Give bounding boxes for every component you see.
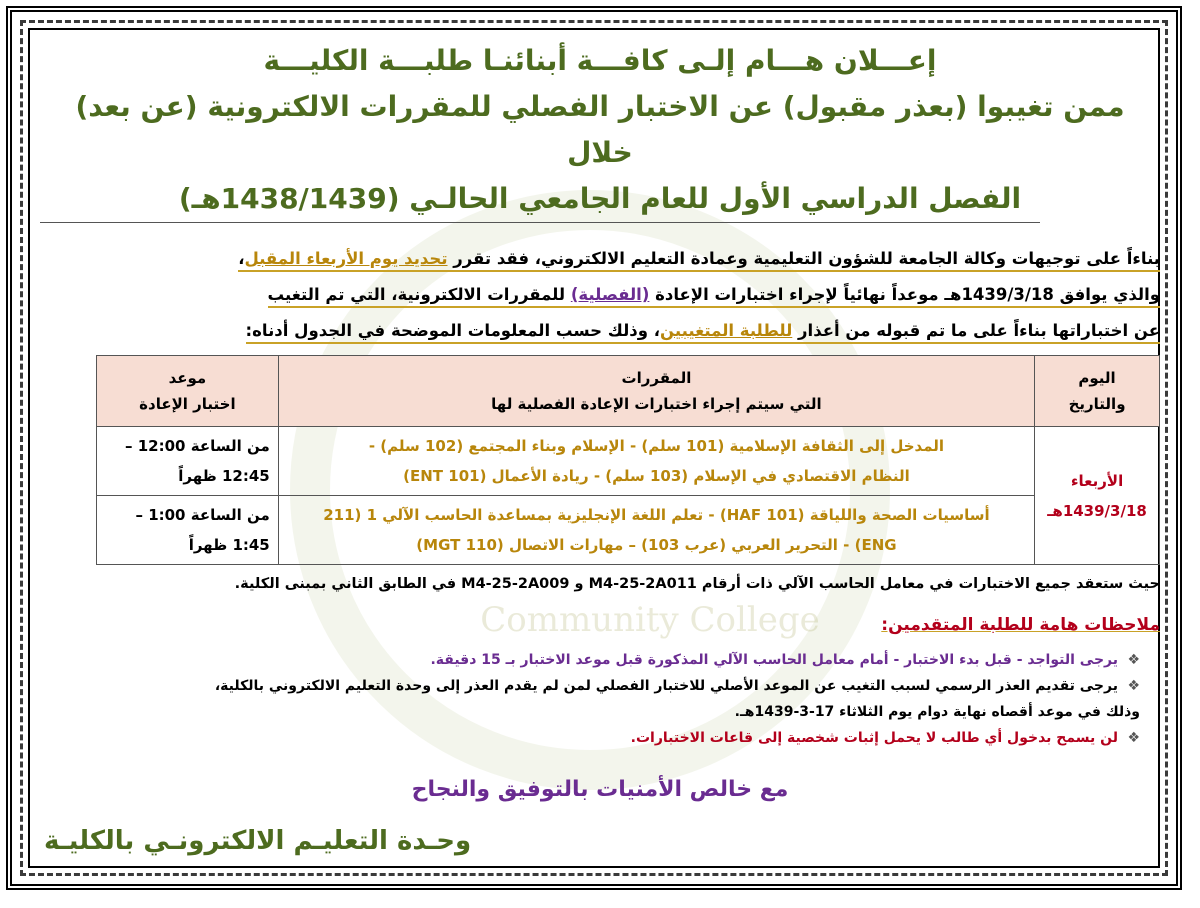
notes-heading: ملاحظات هامة للطلبة المتقدمين:	[881, 615, 1160, 635]
courses-cell	[278, 496, 1034, 565]
header-courses	[278, 356, 1034, 427]
intro-highlight: تحديد يوم الأربعاء المقبل	[244, 249, 448, 268]
header-time-line: موعد	[168, 369, 207, 387]
day-name: الأربعاء	[1070, 471, 1124, 490]
header-courses-line: التي سيتم إجراء اختبارات الإعادة الفصلية لها	[491, 395, 822, 413]
table-row	[97, 427, 1160, 496]
time-line: من الساعة 1:00 –	[135, 506, 270, 524]
intro-text: عن اختباراتها بناءاً على ما تم قبوله من أعذار	[792, 321, 1160, 340]
courses-line: ENG) - التحرير العربي (عرب 103) – مهارات الاتصال (MGT 110)	[416, 536, 897, 554]
intro-text: والذي يوافق 1439/3/18هـ موعداً نهائياً لإجراء اختبارات الإعادة	[649, 285, 1160, 304]
signature: وحـدة التعليـم الالكترونـي بالكليـة	[44, 826, 472, 856]
note-item	[40, 725, 1140, 751]
diamond-bullet-icon: ❖	[1127, 678, 1140, 694]
note-text: يرجى التواجد - قبل بدء الاختبار - أمام معامل الحاسب الآلي المذكورة قبل موعد الاختبار بـ 15 دقيقة.	[430, 652, 1118, 668]
day-date: 1439/3/18هـ	[1047, 501, 1147, 520]
header-day-line: اليوم	[1078, 369, 1116, 387]
location-note: حيث ستعقد جميع الاختبارات في معامل الحاسب الآلي ذات أرقام M4-25-2A011 و M4-25-2A009 في الطابق الثاني بمبنى الكلية.	[234, 576, 1160, 592]
intro-text: للمقررات الالكترونية، التي تم التغيب	[267, 285, 571, 304]
table-header-row	[97, 356, 1160, 427]
time-line: من الساعة 12:00 –	[125, 437, 270, 455]
time-line: 12:45 ظهراً	[178, 467, 270, 485]
courses-cell	[278, 427, 1034, 496]
title-line-3: الفصل الدراسي الأول للعام الجامعي الحالـي (1438/1439هـ)	[178, 182, 1022, 215]
time-cell	[97, 496, 279, 565]
intro-highlight: (الفصلية)	[570, 285, 650, 304]
watermark-text: Community College	[480, 600, 820, 640]
note-text: يرجى تقديم العذر الرسمي لسبب التغيب عن الموعد الأصلي للاختبار الفصلي لمن لم يقدم العذر إلى وحدة التعليم الالكتروني بالكلية،	[214, 678, 1118, 694]
intro-line-2	[268, 285, 1160, 308]
title-divider	[40, 222, 1040, 223]
header-day-line: والتاريخ	[1068, 395, 1126, 413]
courses-line: أساسيات الصحة واللياقة (HAF 101) - تعلم اللغة الإنجليزية بمساعدة الحاسب الآلي 1 (211	[323, 506, 990, 524]
intro-line-3	[246, 321, 1160, 344]
announcement	[40, 38, 1160, 856]
note-item-continued: وذلك في موعد أقصاه نهاية دوام يوم الثلاثاء 17-3-1439هـ.	[734, 704, 1140, 720]
intro-highlight: للطلبة المتغيبين	[660, 321, 793, 340]
header-courses-line: المقررات	[621, 369, 692, 387]
closing-wishes: مع خالص الأمنيات بالتوفيق والنجاح	[411, 777, 789, 802]
header-time	[97, 356, 279, 427]
time-cell	[97, 427, 279, 496]
header-time-line: اختبار الإعادة	[139, 395, 236, 413]
intro-text: بناءاً على توجيهات وكالة الجامعة للشؤون التعليمية وعمادة التعليم الالكتروني، فقد تقرر	[447, 249, 1160, 268]
intro-paragraph	[40, 241, 1160, 349]
courses-line: المدخل إلى الثقافة الإسلامية (101 سلم) - الإسلام وبناء المجتمع (102 سلم) -	[368, 437, 945, 455]
time-line: 1:45 ظهراً	[188, 536, 270, 554]
note-item	[40, 673, 1140, 699]
diamond-bullet-icon: ❖	[1127, 730, 1140, 746]
title-line-2: ممن تغيبوا (بعذر مقبول) عن الاختبار الفصلي للمقررات الالكترونية (عن بعد) خلال	[75, 90, 1125, 169]
day-cell	[1035, 427, 1160, 565]
intro-line-1	[238, 249, 1160, 272]
note-item	[40, 647, 1140, 673]
table-row	[97, 496, 1160, 565]
courses-line: النظام الاقتصادي في الإسلام (103 سلم) - ريادة الأعمال (ENT 101)	[403, 467, 910, 485]
intro-text: ، وذلك حسب المعلومات الموضحة في الجدول أدناه:	[245, 321, 661, 340]
title-line-1: إعـــلان هـــام إلـى كافـــة أبنائنـا طلبـــة الكليـــة	[263, 44, 937, 77]
header-day	[1035, 356, 1160, 427]
schedule-table	[96, 355, 1160, 565]
diamond-bullet-icon: ❖	[1127, 652, 1140, 668]
note-text: لن يسمح بدخول أي طالب لا يحمل إثبات شخصية إلى قاعات الاختبارات.	[630, 730, 1118, 746]
intro-text: ،	[238, 249, 245, 268]
